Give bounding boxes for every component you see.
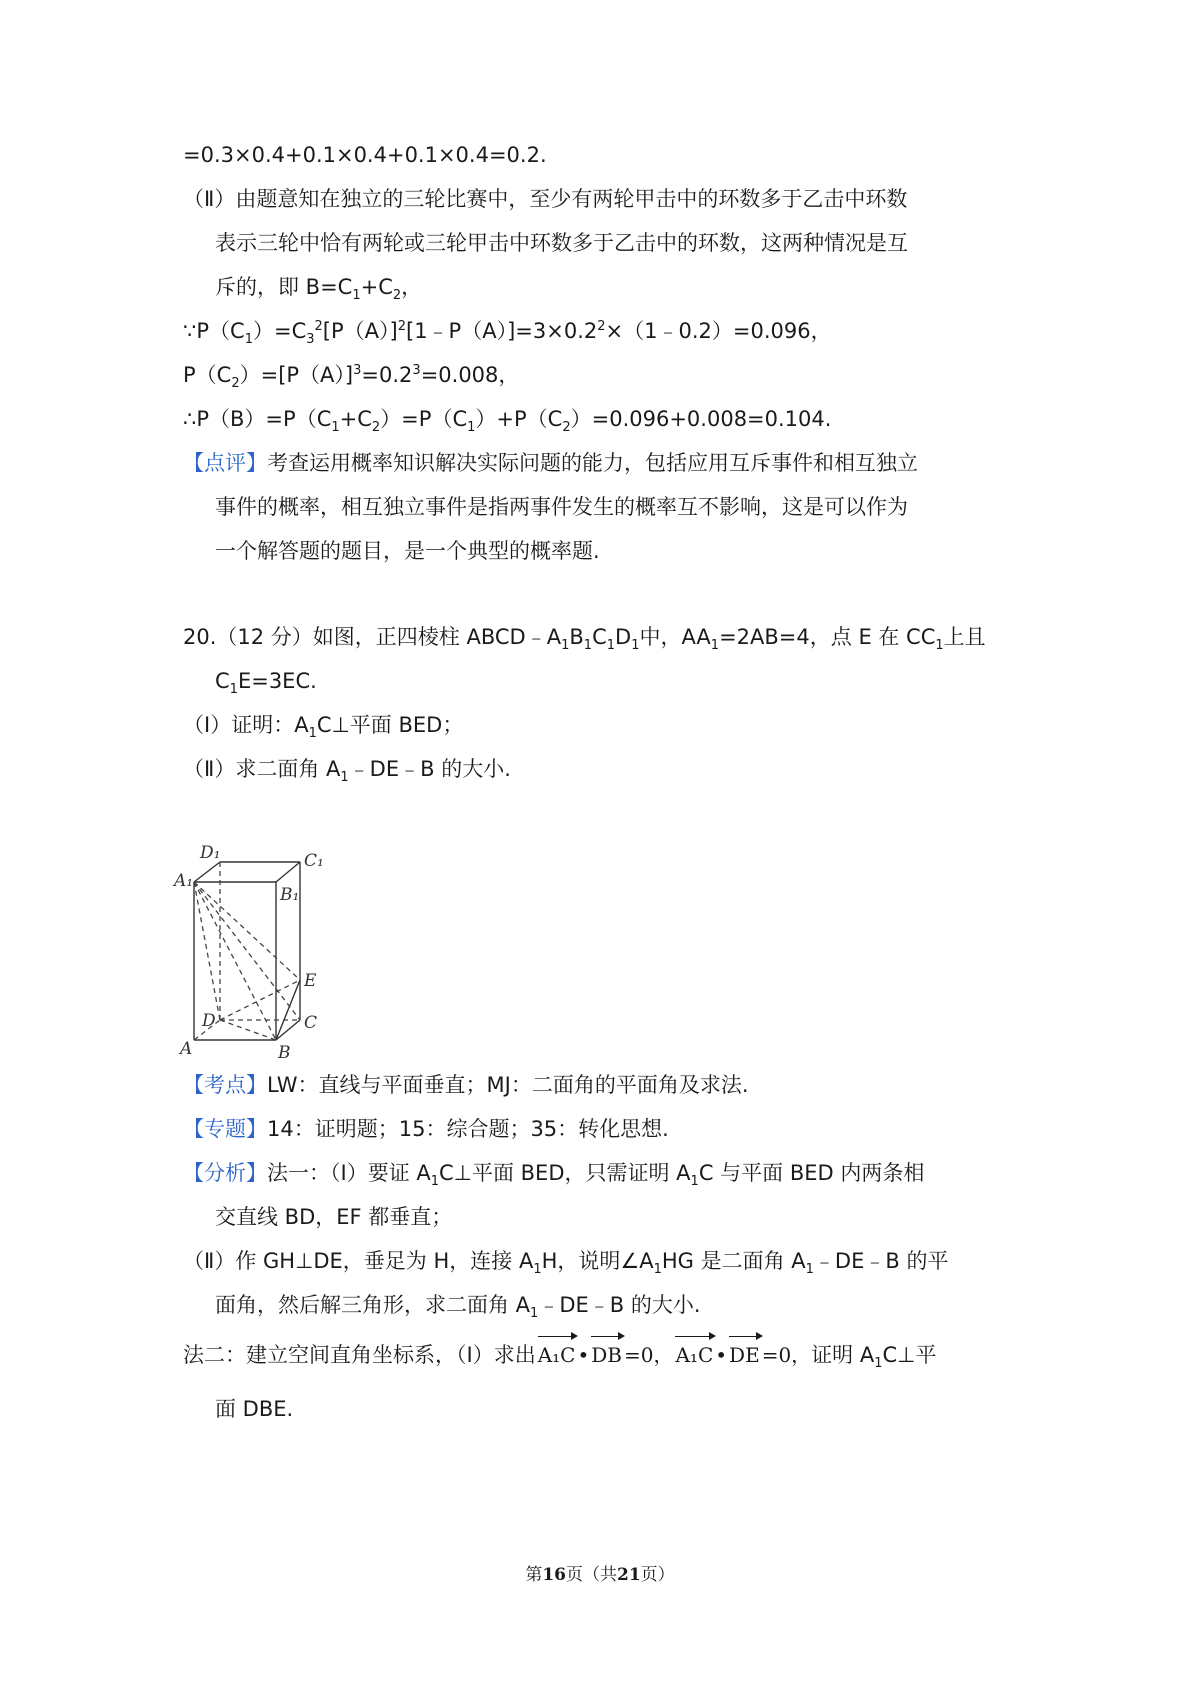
- vector-db: DB: [591, 1334, 622, 1370]
- edge-a1-d1: [194, 862, 220, 882]
- text: +C: [339, 407, 372, 431]
- subscript: 1: [935, 638, 944, 654]
- subscript: 1: [352, 288, 361, 304]
- zhuanti-line: [183, 1114, 669, 1144]
- kaodian-line: [183, 1070, 749, 1100]
- label-d: D: [202, 1011, 216, 1031]
- text: 面角，然后解三角形，求二面角 A: [215, 1293, 531, 1317]
- question-20-line-1: [183, 622, 986, 652]
- superscript: 3: [353, 363, 362, 378]
- question-20-part-1: [183, 710, 463, 740]
- label-c1: C₁: [304, 851, 324, 871]
- fenxi-line-3: [183, 1246, 948, 1276]
- superscript: 2: [597, 319, 606, 334]
- edge-d-b: [220, 1020, 276, 1040]
- fafer-line-2: [215, 1394, 293, 1424]
- text: [P（A）]: [322, 319, 398, 343]
- fafer-line-1: [183, 1334, 936, 1370]
- subscript: 1: [430, 1174, 440, 1190]
- subscript: 2: [231, 376, 240, 392]
- total-pages: 21: [617, 1565, 641, 1585]
- subscript: 1: [805, 1262, 814, 1278]
- text: 14：证明题；15：综合题；35：转化思想.: [267, 1117, 669, 1141]
- vector-de: DE: [729, 1334, 760, 1370]
- footer-text: 第: [525, 1565, 543, 1585]
- label-e: E: [304, 971, 317, 991]
- label-c: C: [304, 1013, 318, 1033]
- text-line-6: [183, 360, 519, 390]
- vector-a1c: A₁C: [675, 1334, 713, 1370]
- text: ﹣DE﹣B 的平: [813, 1249, 949, 1273]
- text: 交直线 BD，EF 都垂直；: [215, 1205, 453, 1229]
- text: B: [569, 625, 584, 649]
- subscript: 1: [606, 638, 616, 654]
- subscript: 1: [631, 638, 640, 654]
- subscript: 2: [392, 288, 402, 304]
- text: D: [615, 625, 632, 649]
- text-line-1: [183, 140, 547, 170]
- comment-tag: 【点评】: [183, 451, 267, 475]
- subscript: 1: [340, 770, 349, 786]
- prism-diagram: [174, 843, 360, 1100]
- subscript: 1: [561, 638, 570, 654]
- footer-text: 页（共: [566, 1565, 617, 1585]
- subscript: 2: [562, 420, 571, 436]
- subscript: 1: [308, 726, 317, 742]
- text: [1﹣P（A）]=3×0.2: [406, 319, 598, 343]
- subscript: 1: [530, 1306, 539, 1322]
- fenxi-line-1: [183, 1158, 924, 1188]
- text-line-5: [183, 316, 832, 346]
- footer-text: 页）: [640, 1565, 675, 1585]
- label-b: B: [278, 1043, 291, 1063]
- subscript: 1: [467, 420, 476, 436]
- text-line-2: [183, 184, 907, 214]
- comment-line-3: [215, 536, 600, 566]
- text: 事件的概率，相互独立事件是指两事件发生的概率互不影响，这是可以作为: [215, 495, 908, 519]
- text: =0.008，: [420, 363, 520, 387]
- text: ∵P（C: [183, 319, 245, 343]
- subscript: 1: [690, 1174, 699, 1190]
- text: ×（1﹣0.2）=0.096，: [605, 319, 832, 343]
- fenxi-tag: 【分析】: [183, 1161, 267, 1185]
- text: C: [215, 669, 230, 693]
- subscript: 2: [371, 420, 381, 436]
- text: 法二：建立空间直角坐标系，（Ⅰ）求出: [183, 1343, 536, 1367]
- text: 考查运用概率知识解决实际问题的能力，包括应用互斥事件和相互独立: [267, 451, 918, 475]
- text: 面 DBE.: [215, 1397, 294, 1421]
- text: ）=[P（A）]: [239, 363, 354, 387]
- text: 法一：（Ⅰ）要证 A: [267, 1161, 431, 1185]
- text: 上且: [943, 625, 986, 649]
- text: ）+P（C: [475, 407, 563, 431]
- edge-b1-c1: [276, 862, 300, 882]
- edge-b-e: [276, 980, 300, 1040]
- text: ）=C: [252, 319, 307, 343]
- subscript: 1: [331, 420, 340, 436]
- subscript: 1: [653, 1262, 662, 1278]
- text: =2AB=4，点 E 在 CC: [719, 625, 936, 649]
- text-line-7: [183, 404, 831, 434]
- edge-d-e: [220, 980, 300, 1020]
- page-number: 16: [542, 1565, 566, 1585]
- text: C⊥平面 BED，只需证明 A: [439, 1161, 691, 1185]
- text: C⊥平面 BED；: [316, 713, 464, 737]
- text: =0，: [761, 1343, 812, 1367]
- text: =0.2: [361, 363, 413, 387]
- text-line-3: [215, 228, 908, 258]
- text: ﹣DE﹣B 的大小.: [348, 757, 511, 781]
- text: H，说明∠A: [541, 1249, 654, 1273]
- question-20-part-2: [183, 754, 511, 784]
- text: ∴P（B）=P（C: [183, 407, 332, 431]
- label-a1: A₁: [174, 871, 194, 891]
- text: 证明 A: [811, 1343, 875, 1367]
- subscript: 1: [874, 1356, 883, 1372]
- text-line-4: [215, 272, 422, 302]
- subscript: 1: [533, 1262, 542, 1278]
- text: C: [592, 625, 607, 649]
- subscript: 1: [244, 332, 253, 348]
- comment-line-1: [183, 448, 918, 478]
- text: ）=P（C: [380, 407, 468, 431]
- text: 表示三轮中恰有两轮或三轮甲击中环数多于乙击中的环数，这两种情况是互: [215, 231, 908, 255]
- text: （Ⅱ）求二面角 A: [183, 757, 341, 781]
- label-d1: D₁: [200, 843, 221, 863]
- text: 一个解答题的题目，是一个典型的概率题.: [215, 539, 600, 563]
- page-footer: [0, 1560, 1200, 1585]
- text: ，: [401, 275, 423, 299]
- superscript: 2: [397, 319, 406, 334]
- text: （Ⅱ）作 GH⊥DE，垂足为 H，连接 A: [183, 1249, 534, 1273]
- text: +C: [360, 275, 393, 299]
- text: =0.3×0.4+0.1×0.4+0.1×0.4=0.2.: [183, 143, 547, 167]
- subscript: 1: [710, 638, 720, 654]
- subscript: 1: [583, 638, 593, 654]
- kaodian-tag: 【考点】: [183, 1073, 267, 1097]
- subscript: 3: [306, 332, 315, 348]
- text: C 与平面 BED 内两条相: [698, 1161, 925, 1185]
- comment-line-2: [215, 492, 908, 522]
- fenxi-line-4: [215, 1290, 701, 1320]
- text: E=3EC.: [237, 669, 317, 693]
- subscript: 1: [229, 682, 238, 698]
- text: 中，AA: [639, 625, 711, 649]
- superscript: 3: [412, 363, 421, 378]
- superscript: 2: [314, 319, 323, 334]
- text: （Ⅱ）由题意知在独立的三轮比赛中，至少有两轮甲击中的环数多于乙击中环数: [183, 187, 908, 211]
- dot-operator: •: [715, 1343, 728, 1367]
- text: C⊥平: [882, 1343, 937, 1367]
- prism-figure: [174, 843, 360, 1100]
- label-a: A: [180, 1039, 193, 1059]
- text: P（C: [183, 363, 232, 387]
- vector-a1c: A₁C: [538, 1334, 576, 1370]
- text: HG 是二面角 A: [661, 1249, 806, 1273]
- text: （Ⅰ）证明：A: [183, 713, 309, 737]
- text: =0，: [624, 1343, 674, 1367]
- fenxi-line-2: [215, 1202, 452, 1232]
- zhuanti-tag: 【专题】: [183, 1117, 267, 1141]
- label-b1: B₁: [280, 885, 300, 905]
- text: 20.（12 分）如图，正四棱柱 ABCD﹣A: [183, 625, 562, 649]
- question-20-line-2: [215, 666, 317, 696]
- text: ）=0.096+0.008=0.104.: [570, 407, 832, 431]
- dot-operator: •: [577, 1343, 590, 1367]
- text: ﹣DE﹣B 的大小.: [538, 1293, 701, 1317]
- text: LW：直线与平面垂直；MJ：二面角的平面角及求法.: [267, 1073, 749, 1097]
- text: 斥的，即 B=C: [215, 275, 353, 299]
